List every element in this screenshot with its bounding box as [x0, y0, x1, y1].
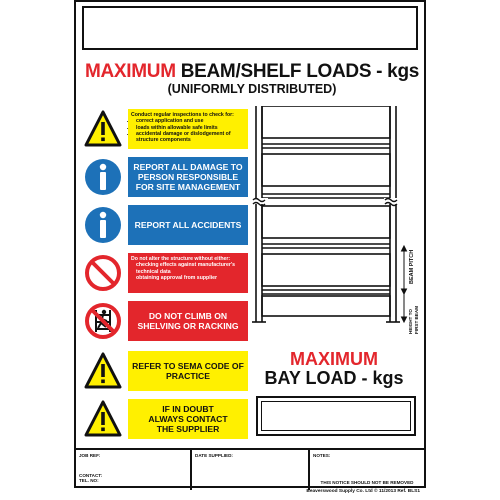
safety-row-no-climbing: [84, 298, 248, 344]
list-item: • checking effects against manufacturer's technical data: [136, 262, 245, 275]
height-label-1: HEIGHT TO: [408, 309, 413, 334]
notes-label: NOTES:: [313, 453, 331, 458]
title-rest: BEAM/SHELF LOADS - kgs: [180, 61, 420, 82]
break-marks: [252, 198, 400, 206]
inspection-panel: [128, 109, 248, 149]
tel-label: TEL. NO:: [79, 478, 99, 483]
list-item: • correct application and use: [136, 118, 245, 124]
top-blank-box: [82, 6, 418, 50]
bay-maximum: MAXIMUM: [290, 349, 378, 369]
bay-load-plate: [256, 396, 416, 436]
do-not-alter-panel: [128, 253, 248, 293]
racking-diagram: [252, 106, 422, 336]
contact-supplier-panel: [128, 399, 248, 439]
warning-triangle-icon: [84, 351, 122, 391]
alter-list: [131, 262, 245, 281]
warning-triangle-icon: [84, 399, 122, 439]
job-ref-cell: [76, 450, 190, 490]
report-accidents-panel: REPORT ALL ACCIDENTS: [128, 205, 248, 245]
bay-load-rest: BAY LOAD - kgs: [264, 368, 404, 388]
contact-label: CONTACT:: [79, 473, 103, 478]
alter-heading: Do not alter the structure without either:: [131, 256, 231, 262]
contact-line: ALWAYS CONTACT: [148, 414, 228, 424]
notes-cell: [308, 450, 424, 490]
no-climbing-panel: DO NOT CLIMB ON SHELVING OR RACKING: [128, 301, 248, 341]
mandatory-info-icon: [84, 157, 122, 197]
safety-row-do-not-alter: [84, 250, 248, 296]
report-damage-panel: REPORT ALL DAMAGE TO PERSON RESPONSIBLE FOR SITE MANAGEMENT: [128, 157, 248, 197]
list-item: • accidental damage or dislodgement of structure components: [136, 131, 245, 144]
safety-row-inspections: [84, 106, 248, 152]
title-maximum: MAXIMUM: [84, 61, 176, 82]
date-supplied-label: DATE SUPPLIED:: [195, 453, 233, 458]
footer-form: [76, 448, 424, 490]
mandatory-info-icon: [84, 205, 122, 245]
beam-pitch-label: BEAM PITCH: [409, 249, 415, 284]
max-bay-load-heading: [244, 350, 424, 388]
load-notice-sign: [74, 0, 426, 488]
date-supplied-cell: [190, 450, 308, 490]
safety-row-report-damage: [84, 154, 248, 200]
prohibition-icon: [84, 253, 122, 293]
inspection-list: [131, 118, 245, 143]
contact-line: THE SUPPLIER: [156, 424, 220, 434]
height-label-2: FIRST BEAM: [414, 305, 419, 334]
no-climbing-icon: [84, 301, 122, 341]
warning-triangle-icon: [84, 109, 122, 149]
job-ref-label: JOB REF:: [79, 453, 101, 458]
main-title: [76, 62, 428, 82]
notice-text: THIS NOTICE SHOULD NOT BE REMOVED: [320, 480, 414, 485]
list-item: • obtaining approval from supplier: [136, 275, 245, 281]
subtitle: (UNIFORMLY DISTRIBUTED): [167, 82, 337, 96]
credit-line: Beaverswood Supply Co. Ltd © 11/2013 Ref. BLS1: [306, 489, 420, 494]
inspection-heading: Conduct regular inspections to check for:: [131, 112, 234, 118]
sema-panel: REFER TO SEMA CODE OF PRACTICE: [128, 351, 248, 391]
safety-row-report-accidents: [84, 202, 248, 248]
list-item: • loads within allowable safe limits: [136, 125, 245, 131]
safety-row-sema: [84, 348, 248, 394]
safety-row-contact-supplier: [84, 396, 248, 442]
contact-line: IF IN DOUBT: [162, 404, 214, 414]
